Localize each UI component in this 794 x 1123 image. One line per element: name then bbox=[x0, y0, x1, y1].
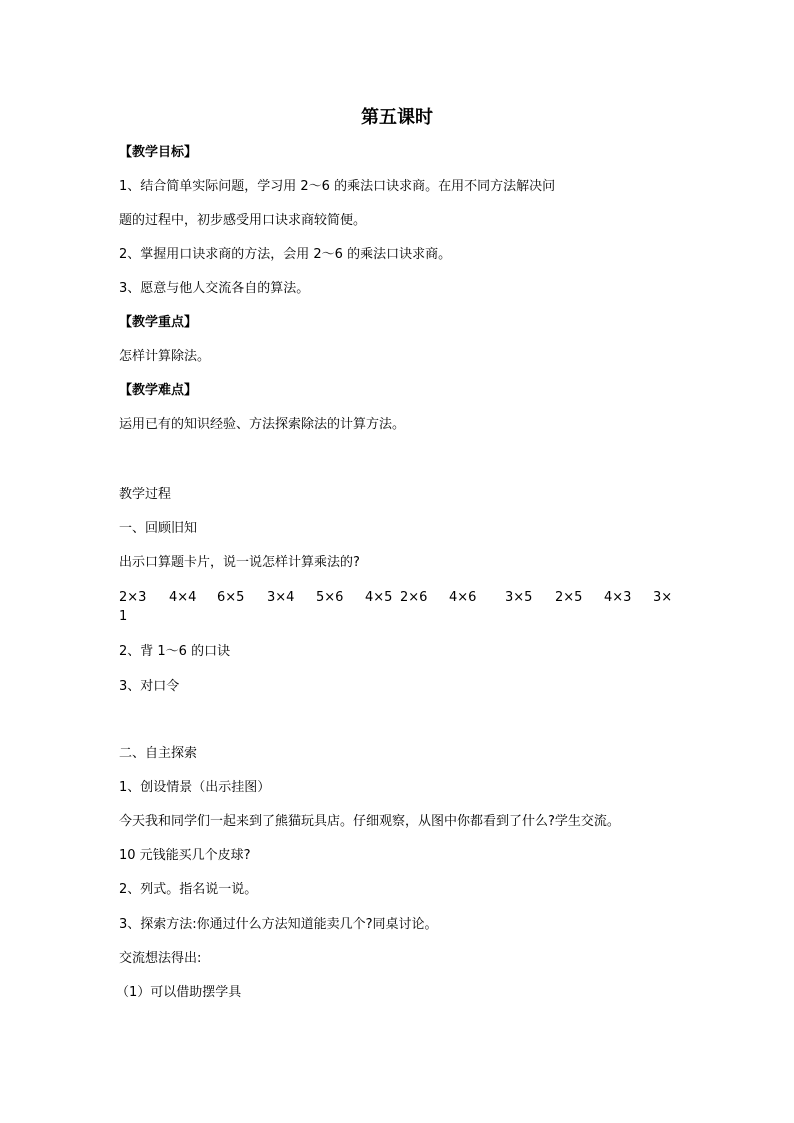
goal-item-1a: 1、结合简单实际问题，学习用 2～6 的乘法口诀求商。在用不同方法解决问 bbox=[119, 179, 556, 194]
goals-heading: 【教学目标】 bbox=[119, 145, 198, 160]
process-heading: 教学过程 bbox=[119, 487, 172, 502]
expression: 2×3 bbox=[119, 590, 147, 605]
explore-step-1-text: 今天我和同学们一起来到了熊猫玩具店。仔细观察，从图中你都看到了什么?学生交流。 bbox=[119, 814, 620, 829]
expression: 4×5 bbox=[365, 590, 393, 605]
ball-question: 10 元钱能买几个皮球? bbox=[119, 848, 251, 863]
expression: 6×5 bbox=[217, 590, 245, 605]
key-point-text: 怎样计算除法。 bbox=[119, 349, 211, 364]
expression: 4×6 bbox=[449, 590, 477, 605]
expression: 2×6 bbox=[400, 590, 428, 605]
expression: 2×5 bbox=[555, 590, 583, 605]
expression: 3×5 bbox=[505, 590, 533, 605]
goal-item-3: 3、愿意与他人交流各自的算法。 bbox=[119, 281, 310, 296]
section-review: 一、回顾旧知 bbox=[119, 521, 198, 536]
difficulty-heading: 【教学难点】 bbox=[119, 383, 198, 398]
page-title: 第五课时 bbox=[361, 107, 433, 128]
exchange-conclusion: 交流想法得出: bbox=[119, 951, 202, 966]
expression: 4×3 bbox=[604, 590, 632, 605]
explore-step-3: 3、探索方法:你通过什么方法知道能卖几个?同桌讨论。 bbox=[119, 917, 438, 932]
difficulty-text: 运用已有的知识经验、方法探索除法的计算方法。 bbox=[119, 417, 406, 432]
step-recite: 2、背 1～6 的口诀 bbox=[119, 644, 231, 659]
method-1: （1）可以借助摆学具 bbox=[116, 985, 242, 1000]
explore-step-1: 1、创设情景（出示挂图） bbox=[119, 780, 271, 795]
cards-prompt: 出示口算题卡片，说一说怎样计算乘法的? bbox=[119, 555, 360, 570]
expression: 3× bbox=[653, 590, 673, 605]
expression: 4×4 bbox=[169, 590, 197, 605]
step-call-response: 3、对口令 bbox=[119, 679, 180, 694]
goal-item-2: 2、掌握用口诀求商的方法，会用 2～6 的乘法口诀求商。 bbox=[119, 247, 452, 262]
expression: 3×4 bbox=[267, 590, 295, 605]
key-point-heading: 【教学重点】 bbox=[119, 315, 198, 330]
expression-wrap: 1 bbox=[119, 609, 128, 624]
goal-item-1b: 题的过程中，初步感受用口诀求商较简便。 bbox=[119, 213, 367, 228]
explore-step-2: 2、列式。指名说一说。 bbox=[119, 882, 258, 897]
section-explore: 二、自主探索 bbox=[119, 746, 198, 761]
expression: 5×6 bbox=[316, 590, 344, 605]
